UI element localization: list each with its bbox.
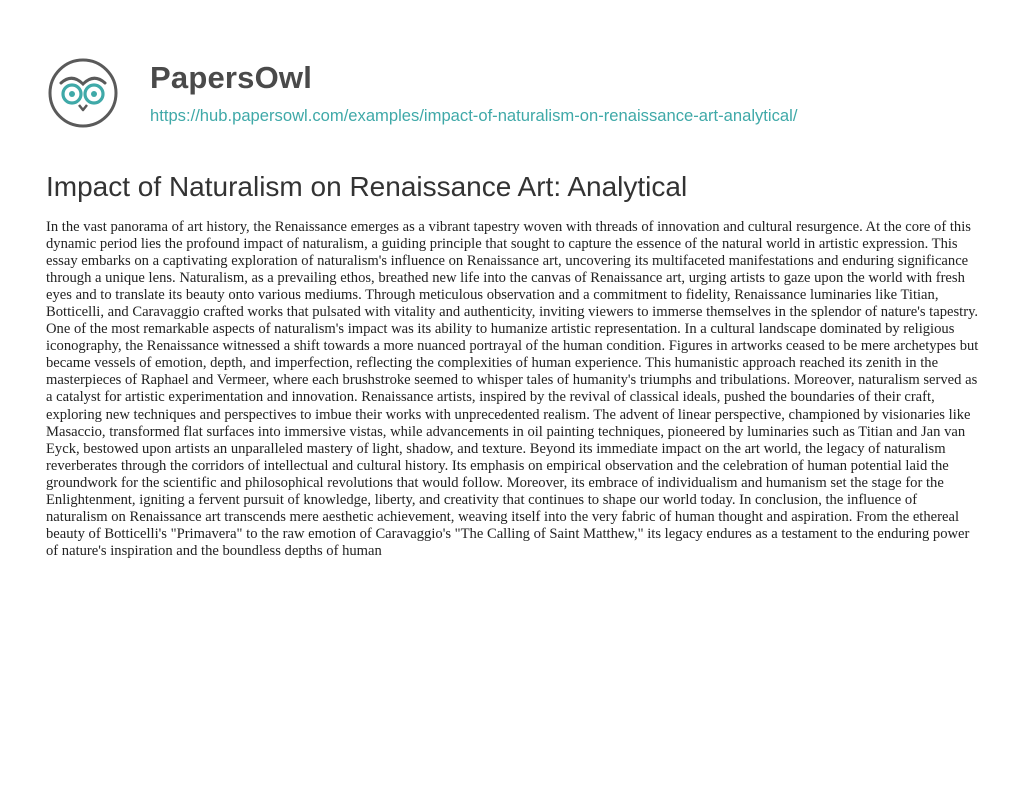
owl-eyes-icon: [48, 58, 118, 128]
document-body: In the vast panorama of art history, the Renaissance emerges as a vibrant tapestry woven with threads of innovation and cultural resurgence. At the core of this dynamic period lies the profound impact of naturalism, a guiding principle that sought to capture the essence of the natural world in artistic expression. This essay embarks on a captivating exploration of naturalism's influence on Renaissance art, uncovering its multifaceted manifestations and enduring significance through a unique lens. Naturalism, as a prevailing ethos, breathed new life into the canvas of Renaissance art, urging artists to gaze upon the world with fresh eyes and to translate its beauty onto various mediums. Through meticulous observation and a commitment to fidelity, Renaissance luminaries like Titian, Botticelli, and Caravaggio crafted works that pulsated with vitality and authenticity, inviting viewers to immerse themselves in the splendor of nature's tapestry. One of the most remarkable aspects of naturalism's impact was its ability to humanize artistic representation. In a cultural landscape dominated by religious iconography, the Renaissance witnessed a shift towards a more nuanced portrayal of the human condition. Figures in artworks ceased to be mere archetypes but became vessels of emotion, depth, and imperfection, reflecting the complexities of human experience. This humanistic approach reached its zenith in the masterpieces of Raphael and Vermeer, where each brushstroke seemed to whisper tales of humanity's triumphs and tribulations. Moreover, naturalism served as a catalyst for artistic experimentation and innovation. Renaissance artists, inspired by the revival of classical ideals, pushed the boundaries of their craft, exploring new techniques and perspectives to imbue their works with unprecedented realism. The advent of linear perspective, championed by visionaries like Masaccio, transformed flat surfaces into immersive vistas, while advancements in oil painting techniques, pioneered by luminaries such as Titian and Jan van Eyck, bestowed upon artists an unparalleled mastery of light, shadow, and texture. Beyond its immediate impact on the art world, the legacy of naturalism reverberates through the corridors of intellectual and cultural history. Its emphasis on empirical observation and the celebration of human potential laid the groundwork for the scientific and philosophical revolutions that would follow. Moreover, its embrace of individualism and humanism set the stage for the Enlightenment, igniting a fervent pursuit of knowledge, liberty, and creativity that continues to shape our world today. In conclusion, the influence of naturalism on Renaissance art transcends mere aesthetic achievement, weaving itself into the very fabric of human thought and aspiration. From the ethereal beauty of Botticelli's "Primavera" to the raw emotion of Caravaggio's "The Calling of Saint Matthew," its legacy endures as a testament to the enduring power of nature's inspiration and the boundless depths of human: [46, 219, 979, 559]
document-title: Impact of Naturalism on Renaissance Art: Analytical: [46, 171, 688, 202]
brand-name: PapersOwl: [150, 60, 313, 95]
source-url-link[interactable]: https://hub.papersowl.com/examples/impact-of-naturalism-on-renaissance-art-analytical/: [150, 106, 798, 125]
site-header: [48, 34, 988, 134]
